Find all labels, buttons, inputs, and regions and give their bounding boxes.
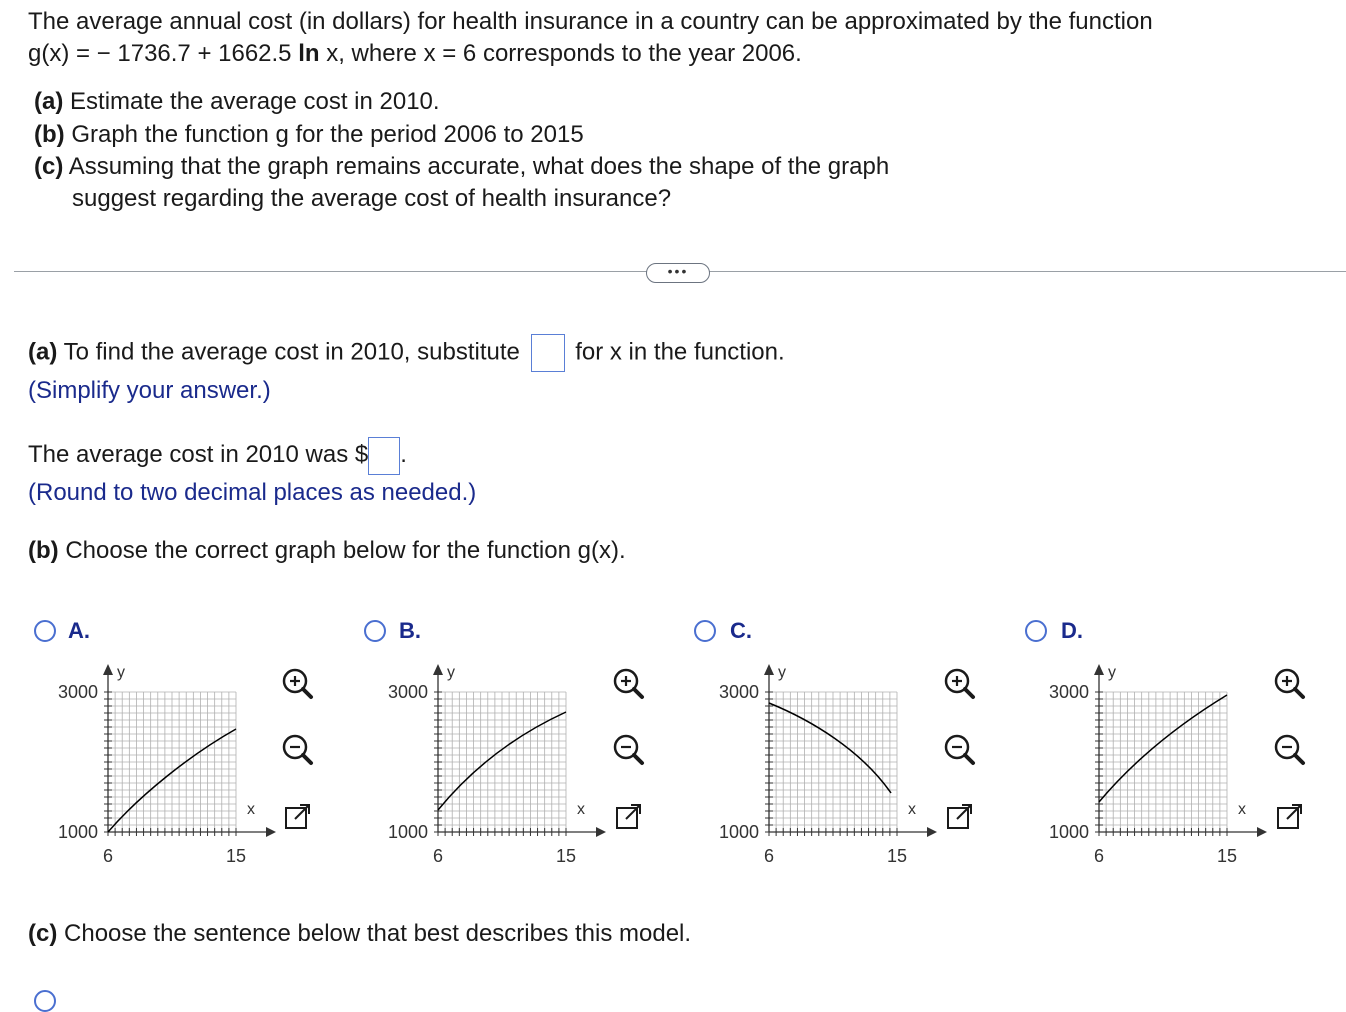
option-c-y-tick-bottom: 1000 xyxy=(718,822,759,842)
option-b-grid xyxy=(434,692,566,836)
option-a-x-label: x xyxy=(247,801,255,818)
option-b-radio[interactable] xyxy=(364,620,386,642)
option-b-zoom-in-icon[interactable] xyxy=(606,661,650,705)
option-b-x-tick-right: 15 xyxy=(555,846,577,866)
option-a-zoom-in-icon[interactable] xyxy=(275,661,319,705)
option-a-y-tick-bottom: 1000 xyxy=(57,822,98,842)
option-d-y-tick-top: 3000 xyxy=(1048,682,1089,702)
option-b-x-label: x xyxy=(577,801,585,818)
option-d-x-tick-right: 15 xyxy=(1216,846,1238,866)
option-b-label[interactable]: B. xyxy=(399,618,421,643)
option-c-zoom-in-icon[interactable] xyxy=(937,661,981,705)
option-b-y-arrow xyxy=(433,664,443,675)
option-d-y-arrow xyxy=(1094,664,1104,675)
option-d-radio[interactable] xyxy=(1025,620,1047,642)
part-a-prompt: (a) To find the average cost in 2010, substitute for x in the function. xyxy=(28,334,785,372)
part-b-prompt: (b) Choose the correct graph below for the function g(x). xyxy=(28,537,626,564)
problem-line-1: The average annual cost (in dollars) for health insurance in a country can be approximated by the function xyxy=(28,8,1153,35)
option-b-y-tick-bottom: 1000 xyxy=(387,822,428,842)
option-d-x-tick-left: 6 xyxy=(1093,846,1105,866)
simplify-hint: (Simplify your answer.) xyxy=(28,377,271,404)
option-d-expand-icon[interactable] xyxy=(1267,795,1311,839)
option-d-zoom-in-icon[interactable] xyxy=(1267,661,1311,705)
option-d-x-label: x xyxy=(1238,801,1246,818)
option-b-x-arrow xyxy=(596,827,606,837)
option-a-expand-icon[interactable] xyxy=(275,795,319,839)
average-cost-prompt: The average cost in 2010 was $ . xyxy=(28,436,407,475)
round-hint: (Round to two decimal places as needed.) xyxy=(28,479,477,506)
option-c1-radio[interactable] xyxy=(34,990,56,1012)
option-c-grid xyxy=(765,692,897,836)
option-a-label[interactable]: A. xyxy=(68,618,90,643)
option-b-x-tick-left: 6 xyxy=(432,846,444,866)
option-d-graph xyxy=(1031,655,1271,870)
option-c-y-arrow xyxy=(764,664,774,675)
problem-part-c: (c) Assuming that the graph remains accurate, what does the shape of the graph xyxy=(34,153,890,180)
function-ln: ln xyxy=(298,40,320,67)
option-a-x-tick-right: 15 xyxy=(225,846,247,866)
function-suffix: x, where x = 6 corresponds to the year 2006. xyxy=(319,40,802,67)
option-d-x-arrow xyxy=(1257,827,1267,837)
function-prefix: g(x) = − 1736.7 + 1662.5 xyxy=(28,40,299,67)
option-a-radio[interactable] xyxy=(34,620,56,642)
option-b-y-label: y xyxy=(447,664,455,681)
option-b-expand-icon[interactable] xyxy=(606,795,650,839)
option-c-graph xyxy=(701,655,941,870)
option-c-radio[interactable] xyxy=(694,620,716,642)
option-c-y-label: y xyxy=(778,664,786,681)
option-d-y-tick-bottom: 1000 xyxy=(1048,822,1089,842)
average-cost-input[interactable] xyxy=(368,437,400,475)
option-d-label[interactable]: D. xyxy=(1061,618,1083,643)
option-a-x-tick-left: 6 xyxy=(102,846,114,866)
option-c-expand-icon[interactable] xyxy=(937,795,981,839)
problem-line-2 xyxy=(28,38,802,70)
option-a-graph xyxy=(40,655,280,870)
show-more-button[interactable]: ••• xyxy=(646,263,710,283)
option-d-grid xyxy=(1095,692,1227,836)
option-b-zoom-out-icon[interactable] xyxy=(606,727,650,771)
option-d-y-label: y xyxy=(1108,664,1116,681)
option-a-zoom-out-icon[interactable] xyxy=(275,727,319,771)
option-b-graph xyxy=(370,655,610,870)
option-c-zoom-out-icon[interactable] xyxy=(937,727,981,771)
part-c-prompt: (c) Choose the sentence below that best describes this model. xyxy=(28,920,692,947)
option-c-x-tick-right: 15 xyxy=(886,846,908,866)
problem-part-a: (a) Estimate the average cost in 2010. xyxy=(34,88,440,115)
option-a-y-tick-top: 3000 xyxy=(57,682,98,702)
option-a-y-arrow xyxy=(103,664,113,675)
option-c-y-tick-top: 3000 xyxy=(718,682,759,702)
option-c-x-tick-left: 6 xyxy=(763,846,775,866)
problem-part-c-continued: suggest regarding the average cost of health insurance? xyxy=(72,185,672,212)
option-d-zoom-out-icon[interactable] xyxy=(1267,727,1311,771)
option-c-label[interactable]: C. xyxy=(730,618,752,643)
option-a-y-label: y xyxy=(117,664,125,681)
option-c-x-arrow xyxy=(927,827,937,837)
option-c-x-label: x xyxy=(908,801,916,818)
substitute-x-input[interactable] xyxy=(531,334,565,372)
problem-part-b: (b) Graph the function g for the period 2006 to 2015 xyxy=(34,121,584,148)
option-b-y-tick-top: 3000 xyxy=(387,682,428,702)
